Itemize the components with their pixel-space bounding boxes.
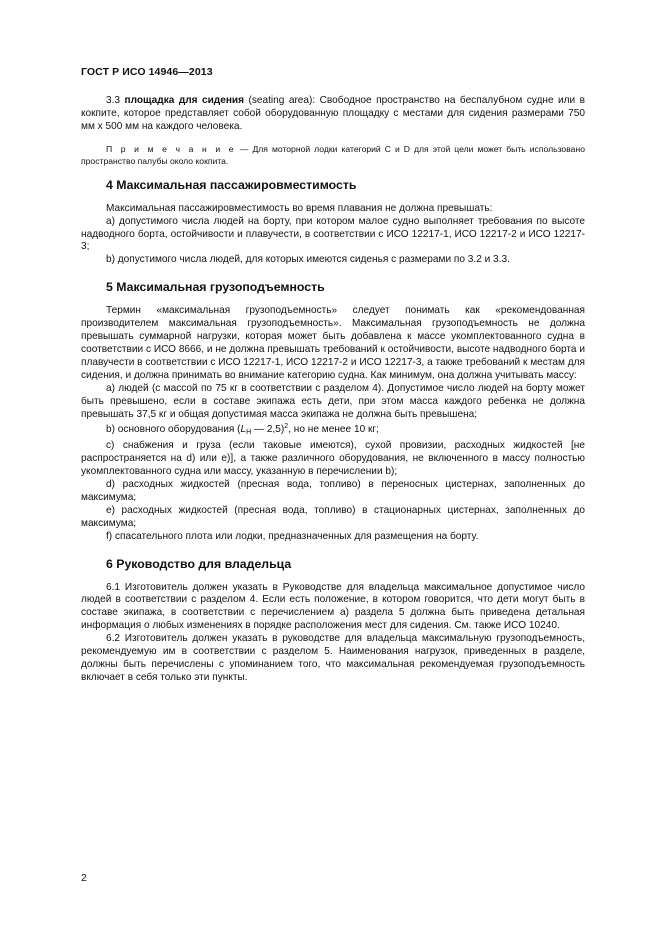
standard-header: ГОСТ Р ИСО 14946—2013 bbox=[81, 66, 213, 78]
section-5-item-b: b) основного оборудования ($L_H$ — 2,5)$^2$, но не менее 10 кг; bbox=[106, 423, 379, 437]
note-3-3 bbox=[81, 143, 585, 167]
section-5-intro: Термин «максимальная грузоподъемность» следует понимать как «рекомендованная производителем максимальная грузоподъемность». Максимальная грузоподъемность не должна превышать суммарной нагрузки, которая может быть добавлена к массе укомплектованного судна в соответствии с ИСО 8666, и не должна превышать требований к остойчивости, высоте надводного борта и плавучести в соответствии с ИСО 12217-1, ИСО 12217-2 и ИСО 12217-3, а также требований к местам для сидения, и должна принимать во внимание категорию судна. Как минимум, она должна учитывать массу: bbox=[81, 305, 585, 381]
section-6-title: 6 Руководство для владельца bbox=[106, 556, 292, 571]
document-body bbox=[81, 95, 585, 685]
section-5-item-d: d) расходных жидкостей (пресная вода, топливо) в переносных цистернах, заполненных до максимума; bbox=[81, 479, 585, 503]
section-5-title: 5 Максимальная грузоподъемность bbox=[106, 280, 325, 295]
length-variable: L bbox=[240, 424, 247, 436]
definition-3-3 bbox=[81, 95, 585, 134]
note-text: — Для моторной лодки категорий C и D для этой цели может быть использовано пространство палубы около кокпита. bbox=[81, 143, 585, 166]
section-6-1: 6.1 Изготовитель должен указать в Руководстве для владельца максимальное допустимое число людей в соответствии с разделом 4. Если есть положение, в котором говорится, что дети могут быть в составе экипажа, в соответствии с перечислением а) раздела 5 должна быть приведена детальная информация о любых изменениях в порядке расположения мест для сидения. См. также ИСО 10240. bbox=[81, 581, 585, 632]
defined-term: площадка для сидения bbox=[124, 95, 245, 106]
clause-number: 3.3 bbox=[106, 95, 121, 106]
section-4-item-a: а) допустимого числа людей на борту, при котором малое судно выполняет требования по высоте надводного борта, остойчивости и плавучести, в соответствии с ИСО 12217-1, ИСО 12217-2 и ИСО 12217-3; bbox=[81, 215, 585, 253]
section-4-item-b: b) допустимого числа людей, для которых имеются сиденья с размерами по 3.2 и 3.3. bbox=[106, 254, 510, 266]
section-5-item-f: f) спасательного плота или лодки, предназначенных для размещения на борту. bbox=[106, 530, 479, 542]
section-5-item-e: e) расходных жидкостей (пресная вода, топливо) в стационарных цистернах, заполненных до максимума; bbox=[81, 504, 585, 529]
section-4-title: 4 Максимальная пассажировместимость bbox=[106, 177, 357, 192]
page-number: 2 bbox=[81, 872, 87, 884]
note-label: П р и м е ч а н и е bbox=[106, 143, 236, 154]
section-6-2: 6.2 Изготовитель должен указать в руководстве для владельца максимальную грузоподъемность, рекомендуемую им в соответствии с разделом 5. Наименования нагрузок, приведенных в разделе, должны быть перечислены с упоминанием того, что максимальная рекомендуемая грузоподъемность включает в себя только эти пункты. bbox=[81, 633, 585, 683]
section-5-item-c: c) снабжения и груза (если таковые имеются), сухой провизии, расходных жидкостей [не распространяется на d) или e)], а также различного оборудования, не включенного в массу полностью укомплектованного судна или массу, указанную в перечислении b); bbox=[81, 440, 585, 478]
definition-text: (seating area): Свободное пространство на беспалубном судне или в кокпите, которое представляет собой оборудованную площадку с местами для сидения размерами 750 мм х 500 мм на каждого человека. bbox=[81, 95, 585, 132]
section-4-intro: Максимальная пассажировместимость во время плавания не должна превышать: bbox=[106, 202, 493, 214]
section-5-item-a: а) людей (с массой по 75 кг в соответствии с разделом 4). Допустимое число людей на борту может быть превышено, если в составе экипажа есть дети, при этом масса каждого ребенка не должна превышать 37,5 кг и общая допустимая масса экипажа не должна быть превышена; bbox=[81, 382, 585, 420]
